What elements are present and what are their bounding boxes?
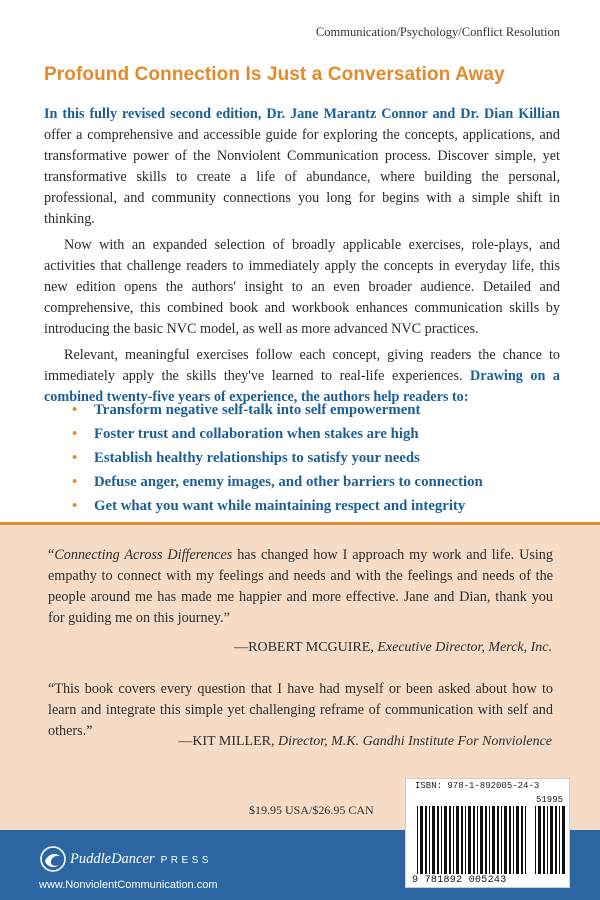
bullet-icon: •	[72, 402, 78, 418]
price-label: $19.95 USA/$26.95 CAN	[249, 803, 374, 817]
description	[44, 104, 560, 413]
benefit-list	[72, 398, 564, 518]
bullet-icon: •	[72, 426, 78, 442]
benefit-item: • Foster trust and collaboration when stakes are high	[94, 422, 564, 446]
price-code-label: 51995	[536, 795, 564, 805]
benefit-item: • Establish healthy relationships to satisfy your needs	[94, 446, 564, 470]
headline: Profound Connection Is Just a Conversation Away	[44, 64, 505, 85]
bullet-icon: •	[72, 474, 78, 490]
book-title: Connecting Across Differences	[54, 547, 233, 563]
barcode-addon-icon	[535, 806, 565, 874]
testimonial-1-author: —ROBERT MCGUIRE, Executive Director, Merck, Inc.	[234, 640, 552, 655]
bullet-icon: •	[72, 498, 78, 514]
intro-paragraph	[44, 104, 560, 230]
benefit-item: • Get what you want while maintaining respect and integrity	[94, 494, 564, 518]
benefit-item: • Transform negative self-talk into self empowerment	[94, 398, 564, 422]
barcode-main-icon	[417, 806, 527, 874]
benefit-item: • Defuse anger, enemy images, and other barriers to connection	[94, 470, 564, 494]
bullet-icon: •	[72, 450, 78, 466]
paragraph-2: Now with an expanded selection of broadly applicable exercises, role-plays, and activities that challenge readers to immediately apply the concepts in everyday life, this new edition opens the authors' insight to an even broader audience. Detailed and comprehensive, this combined book and workbook enhances communication skills by introducing the basic NVC model, as well as more advanced NVC practices.	[44, 237, 560, 337]
category-label: Communication/Psychology/Conflict Resolution	[315, 25, 560, 39]
publisher-logo: PuddleDancer PRESS	[70, 851, 212, 867]
intro-rest: offer a comprehensive and accessible guide for exploring the concepts, applications, and transformative power of the Nonviolent Communication process. Discover simple, yet transformative skills to create a life of abundance, where building the personal, professional, and community connections you long for begins with a simple shift in thinking.	[44, 127, 560, 227]
ean-digits: 9 781892 005243	[412, 875, 507, 886]
publisher-url: www.NonviolentCommunication.com	[39, 879, 218, 891]
isbn-label: ISBN: 978-1-892005-24-3	[415, 781, 540, 791]
testimonial-1: “Connecting Across Differences has changed how I approach my work and life. Using empathy to connect with my feelings and needs and with the feelings and needs of the people around me has made me happier and more effective. Jane and Dian, thank you for guiding me on this journey.”	[48, 547, 553, 626]
testimonial-2-author: —KIT MILLER, Director, M.K. Gandhi Institute For Nonviolence	[178, 734, 552, 749]
testimonial-2: “This book covers every question that I have had myself or been asked about how to learn and integrate this simple yet challenging reframe of communication with self and others.”	[48, 681, 553, 739]
wave-logo-icon	[40, 846, 66, 872]
paragraph-3-text: Relevant, meaningful exercises follow each concept, giving readers the chance to immediately apply the skills they've learned to real-life experiences.	[44, 347, 560, 384]
paragraph-3-bold: Drawing on a combined twenty-five years of experience, the authors help readers to:	[44, 368, 560, 405]
intro-lead: In this fully revised second edition, Dr. Jane Marantz Connor and Dr. Dian Killian	[44, 106, 560, 122]
